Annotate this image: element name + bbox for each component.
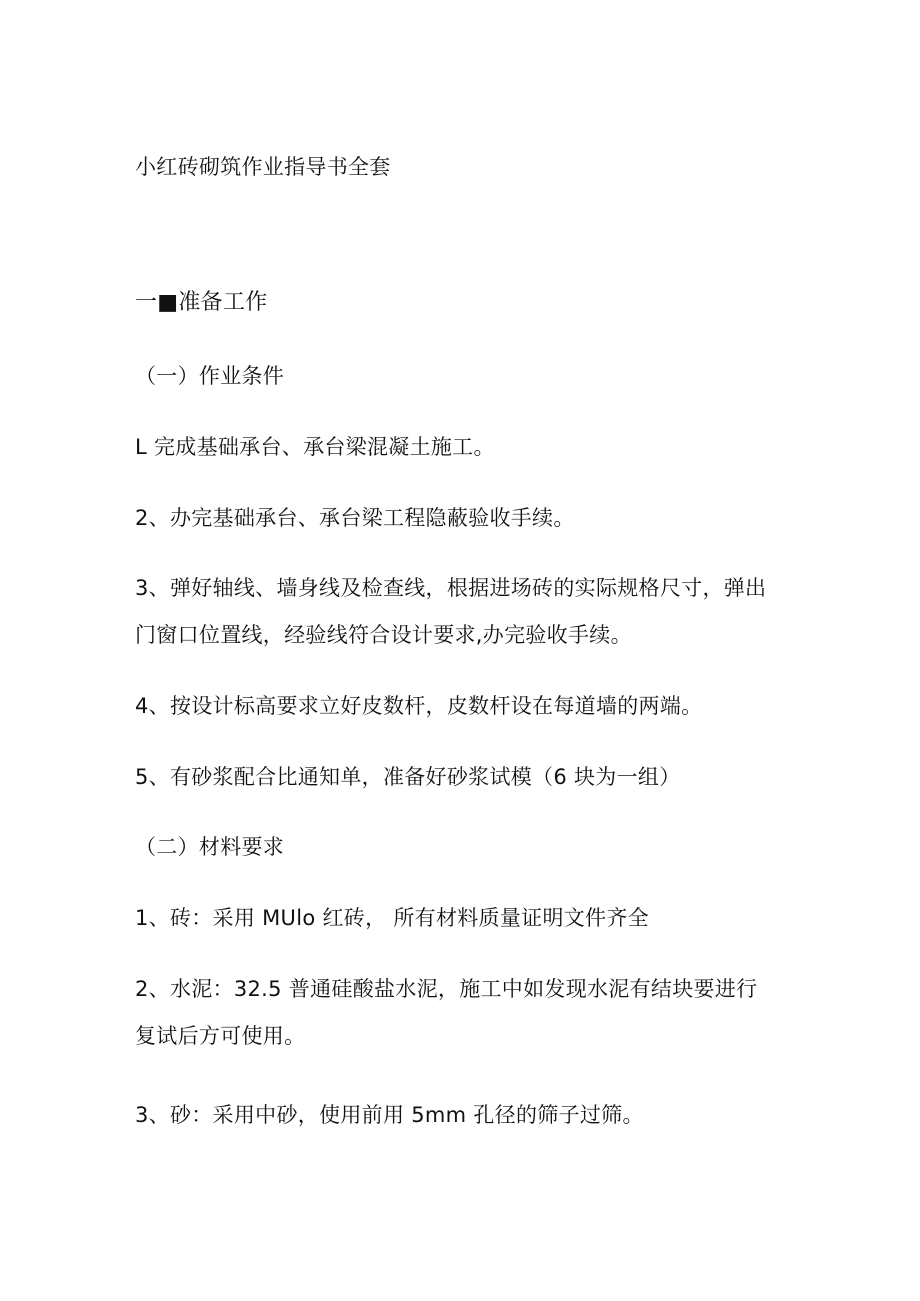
subsection-heading-material-requirements: （二）材料要求 — [135, 835, 285, 859]
paragraph-condition-4: 4、按设计标高要求立好皮数杆，皮数杆设在每道墙的两端。 — [135, 694, 703, 718]
paragraph-condition-3-continued: 门窗口位置线，经验线符合设计要求,办完验收手续。 — [135, 623, 632, 647]
paragraph-condition-1: L 完成基础承台、承台梁混凝土施工。 — [135, 435, 495, 459]
paragraph-condition-2: 2、办完基础承台、承台梁工程隐蔽验收手续。 — [135, 506, 575, 530]
paragraph-material-3: 3、砂：采用中砂，使用前用 5mm 孔径的筛子过筛。 — [135, 1103, 644, 1127]
section-heading-preparation: 一■准备工作 — [135, 290, 268, 315]
subsection-heading-work-conditions: （一）作业条件 — [135, 364, 285, 388]
document-title: 小红砖砌筑作业指导书全套 — [135, 155, 391, 179]
paragraph-material-1: 1、砖：采用 MUlo 红砖， 所有材料质量证明文件齐全 — [135, 906, 649, 930]
paragraph-material-2-continued: 复试后方可使用。 — [135, 1024, 306, 1048]
paragraph-condition-5: 5、有砂浆配合比通知单，准备好砂浆试模（6 块为一组） — [135, 765, 681, 789]
paragraph-material-2: 2、水泥：32.5 普通硅酸盐水泥，施工中如发现水泥有结块要进行 — [135, 977, 758, 1001]
paragraph-condition-3: 3、弹好轴线、墙身线及检查线，根据进场砖的实际规格尺寸，弹出 — [135, 576, 767, 600]
